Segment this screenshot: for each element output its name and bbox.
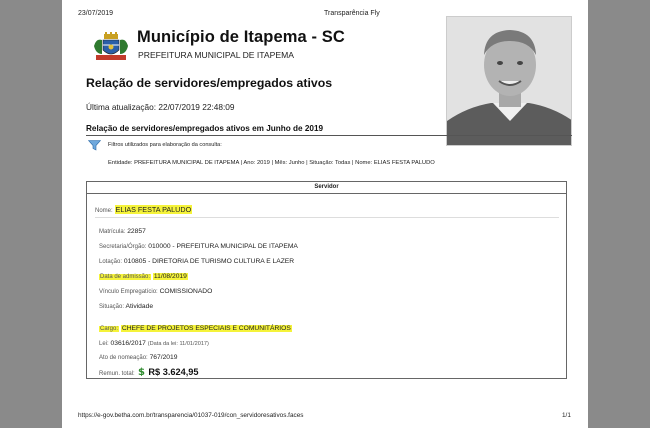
situacao-row [99,303,153,310]
cargo-value: CHEFE DE PROJETOS ESPECIAIS E COMUNITÁRIOS [121,325,291,332]
matricula-value: 22857 [127,228,146,235]
vinculo-value: COMISSIONADO [159,288,213,295]
secretaria-row [99,243,298,250]
print-header-title: Transparência Fly [324,10,380,17]
footer-page-number: 1/1 [562,412,571,419]
lotacao-row [99,258,294,265]
coat-of-arms-logo [92,32,130,62]
lotacao-label: Lotação: [99,259,123,265]
lei-label: Lei: [99,341,109,347]
filter-label: Filtros utilizados para elaboração da consulta: [108,142,222,148]
ato-label: Ato de nomeação: [99,355,148,361]
filter-text: Entidade: PREFEITURA MUNICIPAL DE ITAPEMA | Ano: 2019 | Mês: Junho | Situação: Todas | Nome: ELIAS FESTA PALUDO [108,160,435,166]
vinculo-label: Vínculo Empregatício: [99,289,158,295]
vinculo-row [99,288,212,295]
print-date: 23/07/2019 [78,10,114,17]
admissao-row [99,273,188,280]
servidor-box-title: Servidor [87,182,566,194]
situacao-value: Atividade [125,303,154,310]
lotacao-value: 010805 - DIRETORIA DE TURISMO CULTURA E LAZER [123,258,295,265]
name-divider [95,217,559,218]
footer-url: https://e-gov.betha.com.br/transparencia/01037-019/con_servidoresativos.faces [78,412,304,419]
remun-label: Remun. total: [99,371,135,377]
ato-value: 767/2019 [149,354,178,361]
remun-value: R$ 3.624,95 [148,367,199,377]
money-icon [137,366,146,376]
lei-date: (Data da lei: 11/01/2017) [147,341,209,347]
ato-row [99,354,177,361]
nome-row [95,205,192,214]
svg-text:$: $ [137,367,145,376]
nome-value: ELIAS FESTA PALUDO [115,205,192,214]
secretaria-value: 010000 - PREFEITURA MUNICIPAL DE ITAPEMA [148,243,298,250]
admissao-label: Data de admissão: [100,274,151,280]
cargo-label: Cargo: [100,326,119,332]
remun-row [99,366,198,377]
matricula-label: Matrícula: [99,229,126,235]
situacao-label: Situação: [99,304,125,310]
org-subtitle: PREFEITURA MUNICIPAL DE ITAPEMA [138,50,294,60]
filter-icon [88,140,101,151]
last-update: Última atualização: 22/07/2019 22:48:09 [86,102,235,112]
matricula-row [99,228,146,235]
section-divider [86,135,572,136]
section-title: Relação de servidores/empregados ativos em Junho de 2019 [86,124,324,133]
lei-value: 03616/2017 [110,340,146,347]
employee-photo [446,16,572,146]
report-title: Relação de servidores/empregados ativos [86,76,333,90]
secretaria-label: Secretaria/Órgão: [99,244,147,250]
lei-row [99,340,209,347]
admissao-value: 11/08/2019 [153,273,187,280]
nome-label: Nome: [95,208,113,214]
printed-page [62,0,588,428]
servidor-box [86,181,567,379]
org-title: Município de Itapema - SC [137,28,345,46]
cargo-row [99,325,292,332]
